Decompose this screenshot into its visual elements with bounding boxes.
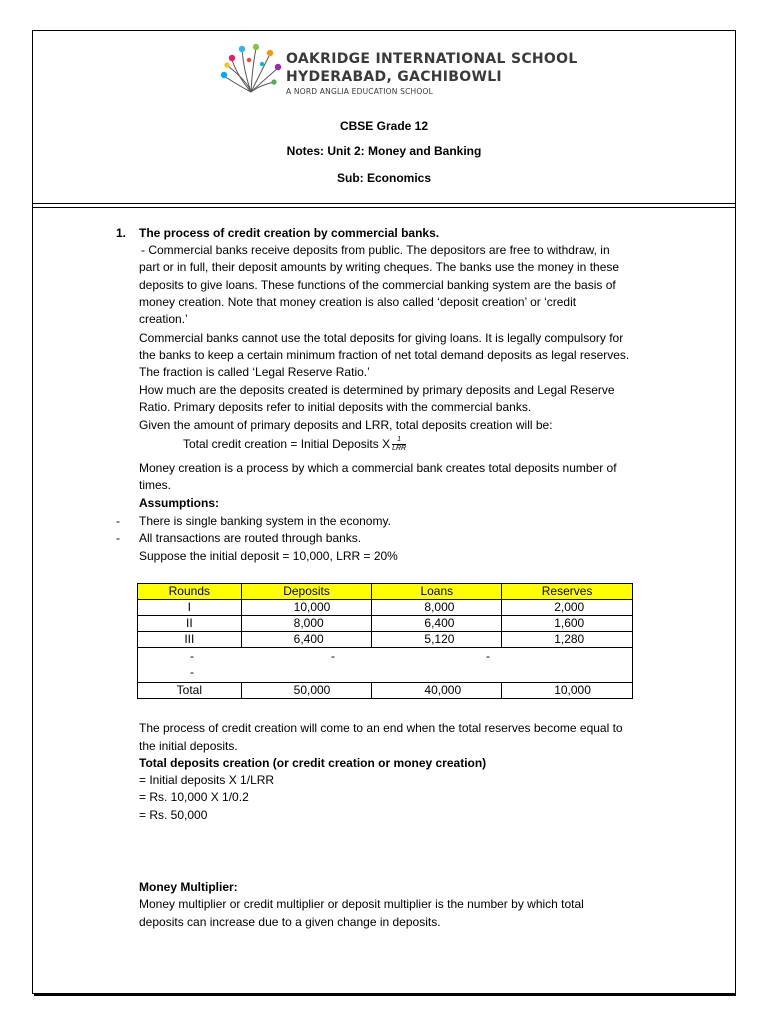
para4-line: times. [139, 478, 172, 492]
table-header-row [138, 584, 633, 600]
para3-line: Ratio. Primary deposits refer to initial deposits with the commercial banks. [139, 400, 532, 414]
formula-numerator: 1 [392, 436, 406, 445]
multiplier-line: deposits can increase due to a given change in deposits. [139, 915, 441, 929]
calc-step: = Rs. 10,000 X 1/0.2 [139, 790, 249, 804]
para1-line: part or in full, their deposit amounts by writing cheques. The banks use the money in these [139, 260, 620, 274]
table-cell: II [138, 616, 242, 632]
table-cell: 5,120 [372, 632, 502, 648]
section-title: The process of credit creation by commercial banks. [139, 226, 440, 240]
notes-heading: Notes: Unit 2: Money and Banking [286, 144, 482, 158]
ellipsis-mark: - [331, 649, 335, 663]
header-double-rule [32, 207, 736, 208]
table-cell: 6,400 [372, 616, 502, 632]
ellipsis-mark: - [190, 665, 194, 679]
para1-line: money creation. Note that money creation is also called ‘deposit creation’ or ‘credit [139, 295, 577, 309]
para2-line: the banks to keep a certain minimum fraction of net total demand deposits as legal reserves. [139, 348, 630, 362]
after-table-line: the initial deposits. [139, 739, 238, 753]
table-row [138, 632, 633, 648]
school-tagline: A NORD ANGLIA EDUCATION SCHOOL [286, 87, 433, 96]
grade-heading: CBSE Grade 12 [339, 119, 429, 133]
table-row-ellipsis [138, 648, 633, 683]
formula [183, 436, 406, 453]
table-cell: 2,000 [502, 600, 633, 616]
para1-line: - Commercial banks receive deposits from public. The depositors are free to withdraw, in [141, 243, 610, 257]
calc-step: = Rs. 50,000 [139, 808, 208, 822]
table-row [138, 616, 633, 632]
assumptions-title: Assumptions: [139, 496, 220, 510]
table-cell: 8,000 [372, 600, 502, 616]
multiplier-title: Money Multiplier: [139, 880, 238, 894]
assumption-item: There is single banking system in the economy. [139, 514, 391, 528]
table-cell: 10,000 [241, 600, 372, 616]
formula-denominator: LRR [392, 445, 407, 453]
table-header: Loans [372, 584, 502, 600]
after-table-line: The process of credit creation will come to an end when the total reserves become equal to [139, 721, 623, 735]
table-cell: 1,280 [502, 632, 633, 648]
total-creation-title: Total deposits creation (or credit creation or money creation) [139, 756, 487, 770]
credit-creation-table [137, 583, 633, 699]
para2-line: Commercial banks cannot use the total deposits for giving loans. It is legally compulsory for [139, 331, 624, 345]
school-logo [218, 42, 578, 100]
para4-line: Money creation is a process by which a commercial bank creates total deposits number of [139, 461, 617, 475]
ellipsis-cell [138, 648, 633, 683]
formula-fraction [392, 436, 406, 453]
section-number: 1. [116, 226, 127, 240]
assumption-item: All transactions are routed through banks. [139, 531, 362, 545]
ellipsis-mark: - [486, 649, 490, 663]
para3-line: Given the amount of primary deposits and LRR, total deposits creation will be: [139, 418, 553, 432]
bullet-dash: - [116, 514, 120, 528]
formula-text: Total credit creation = Initial Deposits X [183, 437, 391, 451]
table-cell: 8,000 [241, 616, 372, 632]
table-cell: 50,000 [241, 683, 372, 699]
para1-line: deposits to give loans. These functions of the commercial banking system are the basis of [139, 278, 616, 292]
table-header: Rounds [138, 584, 242, 600]
multiplier-line: Money multiplier or credit multiplier or deposit multiplier is the number by which total [139, 897, 584, 911]
ellipsis-mark: - [190, 649, 194, 663]
para1-line: creation.’ [139, 312, 188, 326]
calc-step: = Initial deposits X 1/LRR [139, 773, 275, 787]
table-cell: 40,000 [372, 683, 502, 699]
school-name: OAKRIDGE INTERNATIONAL SCHOOL [286, 51, 578, 67]
bullet-dash: - [116, 531, 120, 545]
para2-line: The fraction is called ‘Legal Reserve Ratio.’ [139, 365, 370, 379]
table-cell: Total [138, 683, 242, 699]
table-cell: 6,400 [241, 632, 372, 648]
table-header: Reserves [502, 584, 633, 600]
table-cell: 1,600 [502, 616, 633, 632]
table-row [138, 600, 633, 616]
example-line: Suppose the initial deposit = 10,000, LRR = 20% [139, 549, 398, 563]
table-cell: I [138, 600, 242, 616]
para3-line: How much are the deposits created is determined by primary deposits and Legal Reserve [139, 383, 615, 397]
table-cell: 10,000 [502, 683, 633, 699]
dandelion-logo-icon [218, 42, 284, 100]
table-cell: III [138, 632, 242, 648]
table-header: Deposits [241, 584, 372, 600]
table-total-row [138, 683, 633, 699]
subject-heading: Sub: Economics [336, 171, 431, 185]
school-campus: HYDERABAD, GACHIBOWLI [286, 69, 502, 85]
